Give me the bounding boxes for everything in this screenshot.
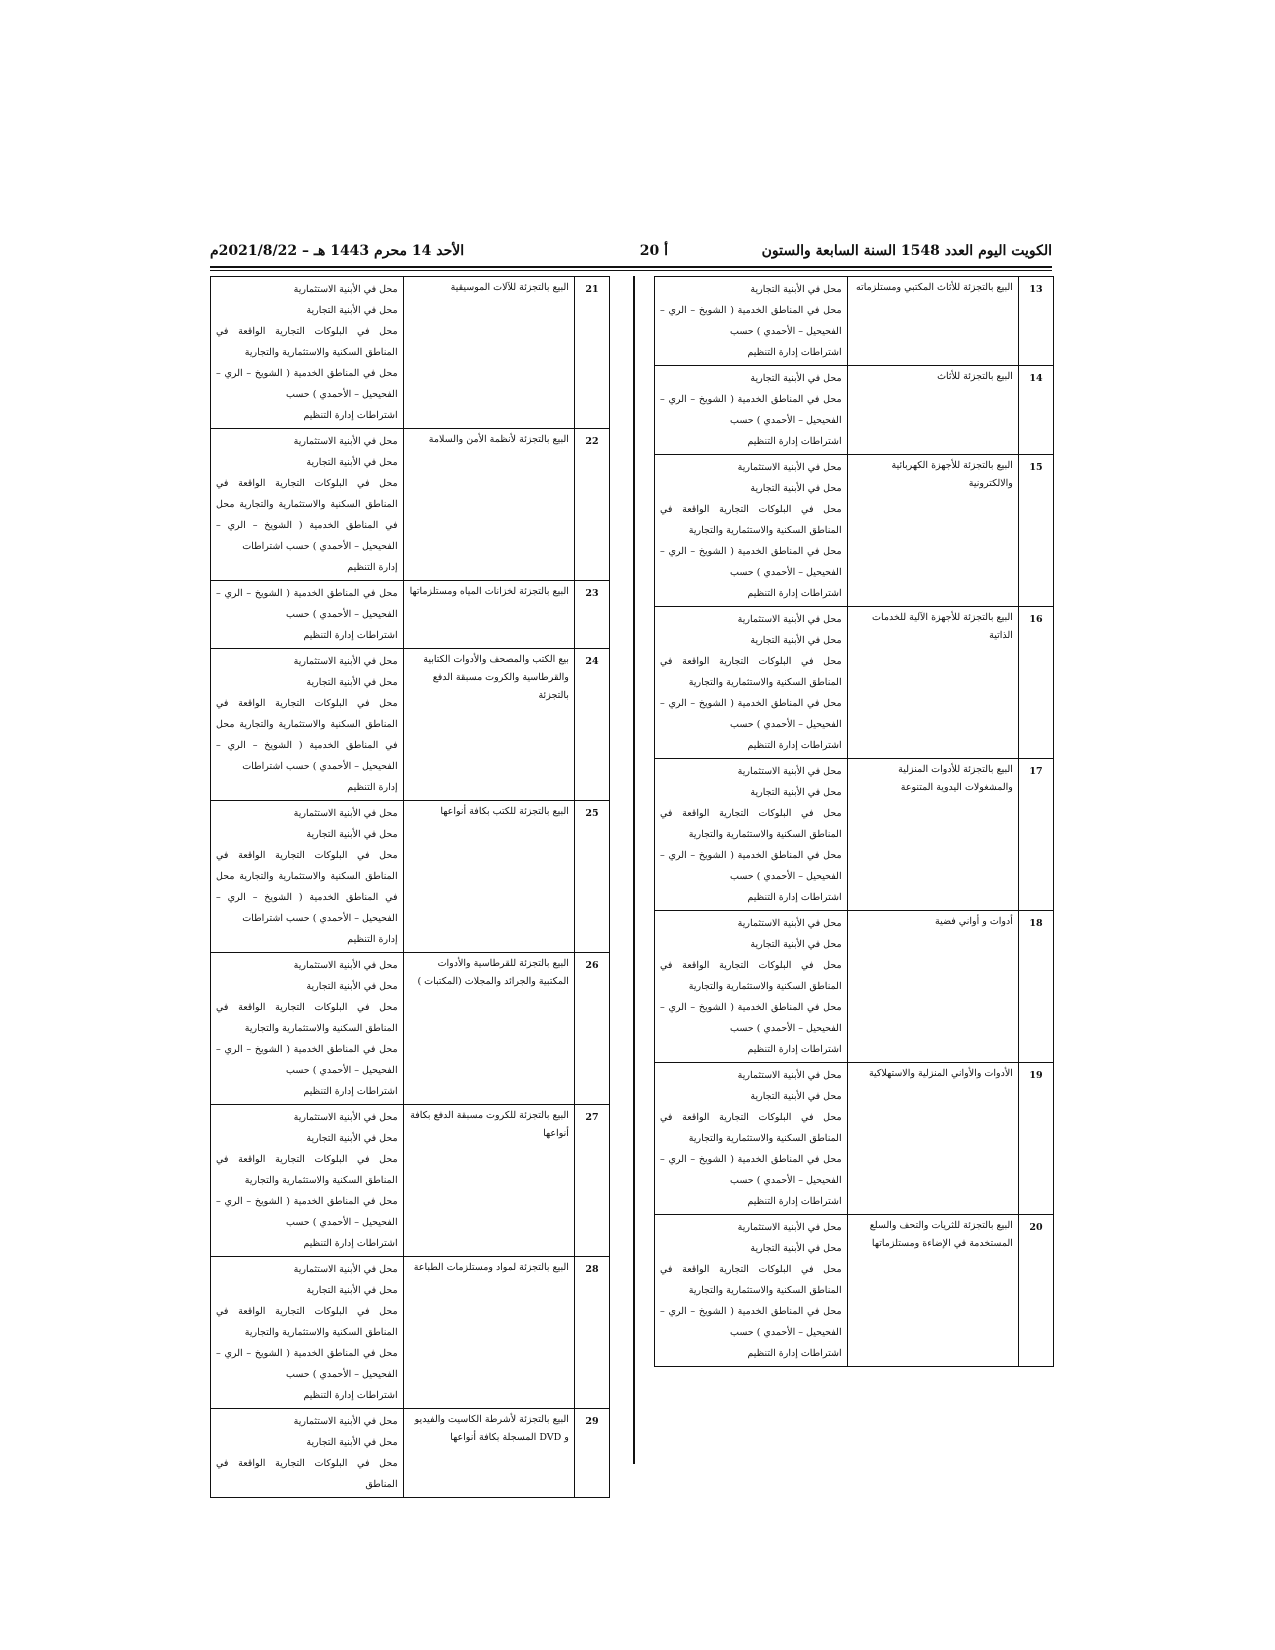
activity-name: البيع بالتجزئة لأنظمة الأمن والسلامة <box>403 429 574 581</box>
table-row <box>655 1215 1054 1367</box>
table-row <box>655 277 1054 366</box>
table-row <box>655 759 1054 911</box>
activity-number: 14 <box>1018 366 1053 455</box>
table-row <box>211 1257 610 1409</box>
activity-number: 27 <box>574 1105 609 1257</box>
table-body <box>655 277 1054 1367</box>
table-row <box>211 1409 610 1498</box>
activity-number: 23 <box>574 581 609 649</box>
activity-locations: محل في الأبنية الاستثمارية محل في الأبنية التجارية محل في البلوكات التجارية الواقعة في المناطق السكنية والاستثمارية والتجارية محل في المناطق الخدمية ( الشويخ – الري – الفحيحيل – الأحمدي ) حسب اشتراطات إدارة التنظيم <box>655 1063 848 1215</box>
activity-locations: محل في الأبنية الاستثمارية محل في الأبنية التجارية محل في البلوكات التجارية الواقعة في المناطق السكنية والاستثمارية والتجارية محل في المناطق الخدمية ( الشويخ – الري – الفحيحيل – الأحمدي ) حسب اشتراطات إدارة التنظيم <box>655 455 848 607</box>
activity-name: بيع الكتب والمصحف والأدوات الكتابية والقرطاسية والكروت مسبقة الدفع بالتجزئة <box>403 649 574 801</box>
header-rule <box>210 266 1052 268</box>
activity-locations: محل في الأبنية التجارية محل في المناطق الخدمية ( الشويخ – الري – الفحيحيل – الأحمدي ) حسب اشتراطات إدارة التنظيم <box>655 366 848 455</box>
gazette-title: الكويت اليوم العدد 1548 السنة السابعة والستون <box>761 243 1052 259</box>
activity-number: 18 <box>1018 911 1053 1063</box>
activity-name: البيع بالتجزئة للكتب بكافة أنواعها <box>403 801 574 953</box>
table-row <box>655 607 1054 759</box>
table-row <box>655 455 1054 607</box>
table-row <box>211 277 610 429</box>
activity-name: البيع بالتجزئة لأشرطة الكاسيت والفيديو و DVD المسجلة بكافة أنواعها <box>403 1409 574 1498</box>
activity-name: البيع بالتجزئة لخزانات المياه ومستلزماتها <box>403 581 574 649</box>
page-number: أ 20 <box>639 243 668 259</box>
activity-locations: محل في الأبنية الاستثمارية محل في الأبنية التجارية محل في البلوكات التجارية الواقعة في المناطق السكنية والاستثمارية والتجارية محل في المناطق الخدمية ( الشويخ – الري – الفحيحيل – الأحمدي ) حسب اشتراطات إدارة التنظيم <box>211 1105 404 1257</box>
table-row <box>211 649 610 801</box>
activity-number: 22 <box>574 429 609 581</box>
issue-date: الأحد 14 محرم 1443 هـ – 2021/8/22م <box>210 243 465 259</box>
table-row <box>211 801 610 953</box>
activity-locations: محل في الأبنية الاستثمارية محل في الأبنية التجارية محل في البلوكات التجارية الواقعة في المناطق السكنية والاستثمارية والتجارية محل في المناطق الخدمية ( الشويخ – الري – الفحيحيل – الأحمدي ) حسب اشتراطات إدارة التنظيم <box>211 429 404 581</box>
activity-number: 28 <box>574 1257 609 1409</box>
activity-number: 19 <box>1018 1063 1053 1215</box>
table-row <box>655 1063 1054 1215</box>
activity-number: 16 <box>1018 607 1053 759</box>
activity-locations: محل في الأبنية الاستثمارية محل في الأبنية التجارية محل في البلوكات التجارية الواقعة في المناطق <box>211 1409 404 1498</box>
activity-locations: محل في الأبنية الاستثمارية محل في الأبنية التجارية محل في البلوكات التجارية الواقعة في المناطق السكنية والاستثمارية والتجارية محل في المناطق الخدمية ( الشويخ – الري – الفحيحيل – الأحمدي ) حسب اشتراطات إدارة التنظيم <box>211 1257 404 1409</box>
activity-locations: محل في الأبنية الاستثمارية محل في الأبنية التجارية محل في البلوكات التجارية الواقعة في المناطق السكنية والاستثمارية والتجارية محل في المناطق الخدمية ( الشويخ – الري – الفحيحيل – الأحمدي ) حسب اشتراطات إدارة التنظيم <box>655 911 848 1063</box>
activity-locations: محل في المناطق الخدمية ( الشويخ – الري – الفحيحيل – الأحمدي ) حسب اشتراطات إدارة التنظيم <box>211 581 404 649</box>
activity-number: 21 <box>574 277 609 429</box>
activity-locations: محل في الأبنية الاستثمارية محل في الأبنية التجارية محل في البلوكات التجارية الواقعة في المناطق السكنية والاستثمارية والتجارية محل في المناطق الخدمية ( الشويخ – الري – الفحيحيل – الأحمدي ) حسب اشتراطات إدارة التنظيم <box>655 759 848 911</box>
activity-locations: محل في الأبنية الاستثمارية محل في الأبنية التجارية محل في البلوكات التجارية الواقعة في المناطق السكنية والاستثمارية والتجارية محل في المناطق الخدمية ( الشويخ – الري – الفحيحيل – الأحمدي ) حسب اشتراطات إدارة التنظيم <box>211 953 404 1105</box>
activity-number: 26 <box>574 953 609 1105</box>
table-row <box>211 581 610 649</box>
activity-name: البيع بالتجزئة للأثاث المكتبي ومستلزماته <box>847 277 1018 366</box>
activity-number: 25 <box>574 801 609 953</box>
activity-number: 29 <box>574 1409 609 1498</box>
page-header <box>210 240 1052 266</box>
column-divider <box>633 276 635 1464</box>
activity-number: 17 <box>1018 759 1053 911</box>
activity-name: البيع بالتجزئة للثريات والتحف والسلع المستخدمة في الإضاءة ومستلزماتها <box>847 1215 1018 1367</box>
activities-table-right <box>654 276 1054 1367</box>
header-rule-thin <box>210 270 1052 271</box>
activity-name: البيع بالتجزئة للأجهزة الكهربائية والالكترونية <box>847 455 1018 607</box>
activity-locations: محل في الأبنية الاستثمارية محل في الأبنية التجارية محل في البلوكات التجارية الواقعة في المناطق السكنية والاستثمارية والتجارية محل في المناطق الخدمية ( الشويخ – الري – الفحيحيل – الأحمدي ) حسب اشتراطات إدارة التنظيم <box>655 1215 848 1367</box>
activity-name: البيع بالتجزئة للأثاث <box>847 366 1018 455</box>
activity-name: أدوات و أواني فضية <box>847 911 1018 1063</box>
activity-name: البيع بالتجزئة للآلات الموسيقية <box>403 277 574 429</box>
activity-name: البيع بالتجزئة للقرطاسية والأدوات المكتبية والجرائد والمجلات (المكتبات ) <box>403 953 574 1105</box>
activity-locations: محل في الأبنية الاستثمارية محل في الأبنية التجارية محل في البلوكات التجارية الواقعة في المناطق السكنية والاستثمارية والتجارية محل في المناطق الخدمية ( الشويخ – الري – الفحيحيل – الأحمدي ) حسب اشتراطات إدارة التنظيم <box>655 607 848 759</box>
table-row <box>655 366 1054 455</box>
activities-table-left <box>210 276 610 1498</box>
activity-number: 20 <box>1018 1215 1053 1367</box>
table-body <box>211 277 610 1498</box>
activity-name: البيع بالتجزئة لمواد ومستلزمات الطباعة <box>403 1257 574 1409</box>
activity-number: 24 <box>574 649 609 801</box>
activity-name: البيع بالتجزئة للكروت مسبقة الدفع بكافة أنواعها <box>403 1105 574 1257</box>
activity-number: 15 <box>1018 455 1053 607</box>
activity-locations: محل في الأبنية الاستثمارية محل في الأبنية التجارية محل في البلوكات التجارية الواقعة في المناطق السكنية والاستثمارية والتجارية محل في المناطق الخدمية ( الشويخ – الري – الفحيحيل – الأحمدي ) حسب اشتراطات إدارة التنظيم <box>211 649 404 801</box>
activity-name: البيع بالتجزئة للأدوات المنزلية والمشغولات اليدوية المتنوعة <box>847 759 1018 911</box>
activity-locations: محل في الأبنية التجارية محل في المناطق الخدمية ( الشويخ – الري – الفحيحيل – الأحمدي ) حسب اشتراطات إدارة التنظيم <box>655 277 848 366</box>
table-row <box>211 1105 610 1257</box>
table-row <box>211 429 610 581</box>
activity-number: 13 <box>1018 277 1053 366</box>
activity-name: الأدوات والأواني المنزلية والاستهلاكية <box>847 1063 1018 1215</box>
activity-name: البيع بالتجزئة للأجهزة الآلية للخدمات الذاتية <box>847 607 1018 759</box>
activity-locations: محل في الأبنية الاستثمارية محل في الأبنية التجارية محل في البلوكات التجارية الواقعة في المناطق السكنية والاستثمارية والتجارية محل في المناطق الخدمية ( الشويخ – الري – الفحيحيل – الأحمدي ) حسب اشتراطات إدارة التنظيم <box>211 277 404 429</box>
table-row <box>655 911 1054 1063</box>
table-row <box>211 953 610 1105</box>
activity-locations: محل في الأبنية الاستثمارية محل في الأبنية التجارية محل في البلوكات التجارية الواقعة في المناطق السكنية والاستثمارية والتجارية محل في المناطق الخدمية ( الشويخ – الري – الفحيحيل – الأحمدي ) حسب اشتراطات إدارة التنظيم <box>211 801 404 953</box>
